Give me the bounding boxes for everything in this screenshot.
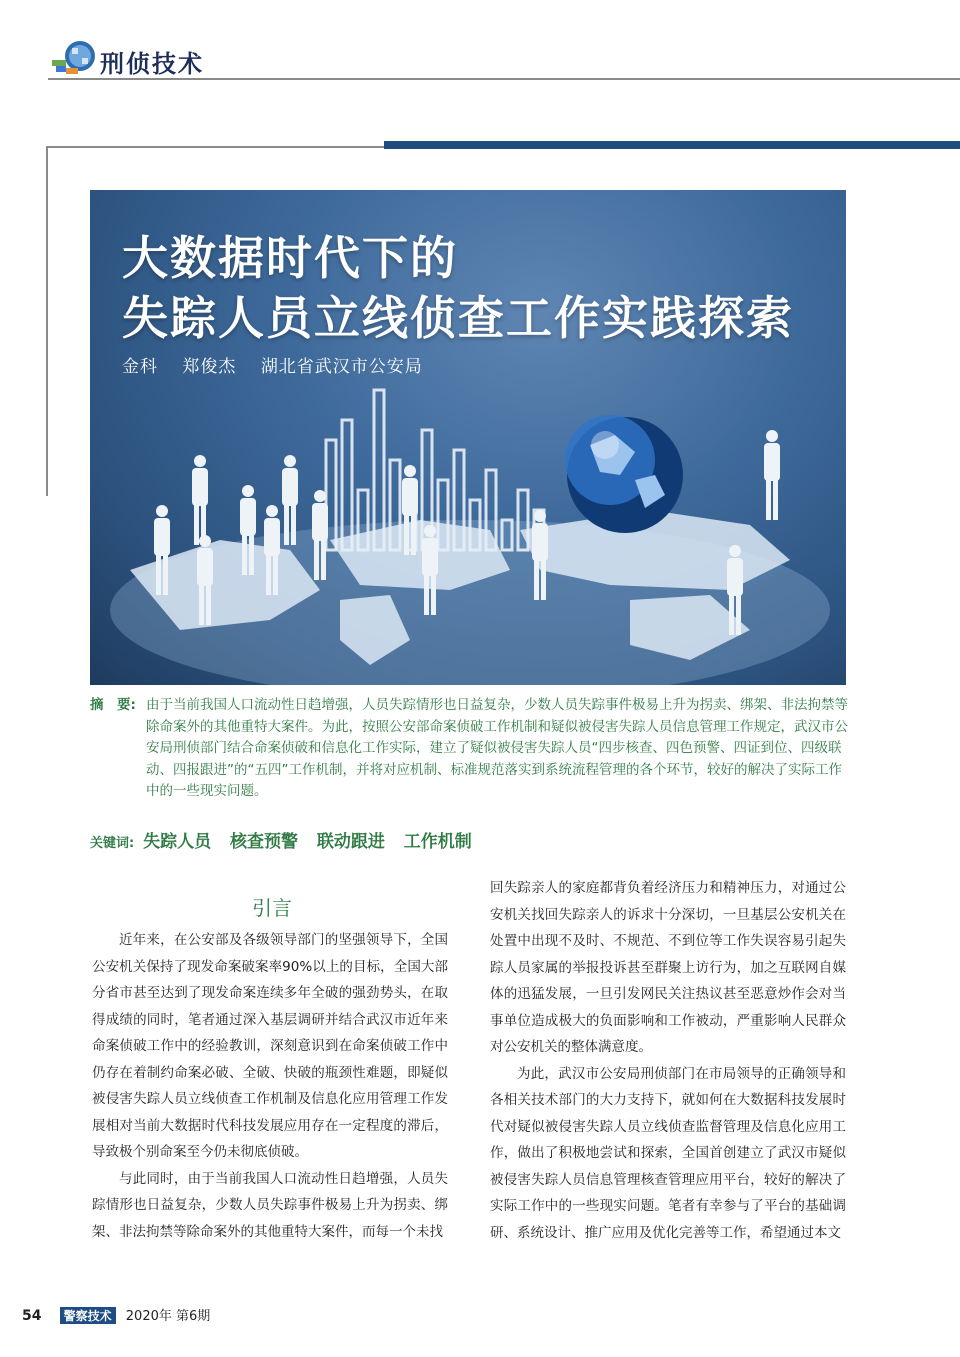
author-name: 金科 xyxy=(122,357,158,377)
abstract-text: 由于当前我国人口流动性日趋增强，人员失踪情形也日益复杂，少数人员失踪事件极易上升为拐卖、绑架、非法拘禁等除命案外的其他重特大案件。为此，按照公安部命案侦破工作机制和疑似被侵害失踪人员信息管理工作规定，武汉市公安局刑侦部门结合命案侦破和信息化工作实际，建立了疑似被侵害失踪人员“四步核查、四色预警、四证到位、四级联动、四报跟进”的“五四”工作机制，并将对应机制、标准规范落实到系统流程管理的各个环节，较好的解决了实际工作中的一些现实问题。 xyxy=(146,697,848,799)
hero-banner xyxy=(90,190,846,685)
keyword: 工作机制 xyxy=(403,832,472,852)
section-logo-icon xyxy=(52,38,100,76)
body-paragraph: 近年来，在公安部及各级领导部门的坚强领导下，全国公安机关保持了现发命案破案率90%以上的目标，全国大部分省市甚至达到了现发命案连续多年全破的强劲势头，在取得成绩的同时，笔者通过深入基层调研并结合武汉市近年来命案侦破工作中的经验教训，深刻意识到在命案侦破工作中仍存在着制约命案必破、全破、快破的瓶颈性难题，即疑似被侵害失踪人员立线侦查工作机制及信息化应用管理工作发展相对当前大数据时代科技发展应用存在一定程度的滞后，导致极个别命案至今仍未彻底侦破。 xyxy=(92,932,448,1160)
frame-rule-left xyxy=(46,146,48,496)
article-authors xyxy=(122,352,441,377)
abstract-label: 摘 要: xyxy=(90,697,136,713)
body-column-left xyxy=(92,927,448,1245)
author-affiliation: 湖北省武汉市公安局 xyxy=(260,357,423,377)
section-heading: 引言 xyxy=(252,896,292,920)
body-column-right xyxy=(490,875,846,1246)
person-figure xyxy=(282,455,298,545)
article-title-line1: 大数据时代下的 xyxy=(122,231,458,285)
body-paragraph: 与此同时，由于当前我国人口流动性日趋增强，人员失踪情形也日益复杂，少数人员失踪事件极易上升为拐卖、绑架、非法拘禁等除命案外的其他重特大案件，而每一个未找 xyxy=(92,1170,448,1240)
author-name: 郑俊杰 xyxy=(182,357,237,377)
header-rule xyxy=(48,78,960,80)
body-paragraph: 为此，武汉市公安局刑侦部门在市局领导的正确领导和各相关技术部门的大力支持下，就如何在大数据科技发展时代对疑似被侵害失踪人员立线侦查监督管理及信息化应用工作，做出了积极地尝试和探索，全国首创建立了武汉市疑似被侵害失踪人员信息管理核查管理应用平台，较好的解决了实际工作中的一些现实问题。笔者有幸参与了平台的基础调研、系统设计、推广应用及优化完善等工作，希望通过本文 xyxy=(490,1065,846,1241)
keyword: 联动跟进 xyxy=(316,832,385,852)
person-figure xyxy=(764,430,780,520)
keywords-label: 关键词: xyxy=(90,836,135,851)
page-footer xyxy=(22,1305,210,1324)
keywords-block xyxy=(90,827,486,852)
article-title-line2: 失踪人员立线侦查工作实践探索 xyxy=(122,291,794,345)
issue-info: 2020年 第6期 xyxy=(125,1309,211,1324)
abstract-block xyxy=(90,695,852,803)
page-number: 54 xyxy=(22,1308,42,1324)
section-title: 刑侦技术 xyxy=(100,49,204,78)
frame-rule-top-left xyxy=(46,146,384,148)
frame-rule-top-right xyxy=(384,141,960,149)
keyword: 核查预警 xyxy=(229,832,298,852)
keyword: 失踪人员 xyxy=(143,832,212,852)
magazine-name: 警察技术 xyxy=(60,1307,116,1324)
body-paragraph: 回失踪亲人的家庭都背负着经济压力和精神压力，对通过公安机关找回失踪亲人的诉求十分深切，一旦基层公安机关在处置中出现不及时、不规范、不到位等工作失误容易引起失踪人员家属的举报投诉甚至群聚上访行为，加之互联网自媒体的迅猛发展，一旦引发网民关注热议甚至恶意炒作会对当事单位造成极大的负面影响和工作被动，严重影响人民群众对公安机关的整体满意度。 xyxy=(490,880,846,1055)
person-figure xyxy=(192,455,208,545)
